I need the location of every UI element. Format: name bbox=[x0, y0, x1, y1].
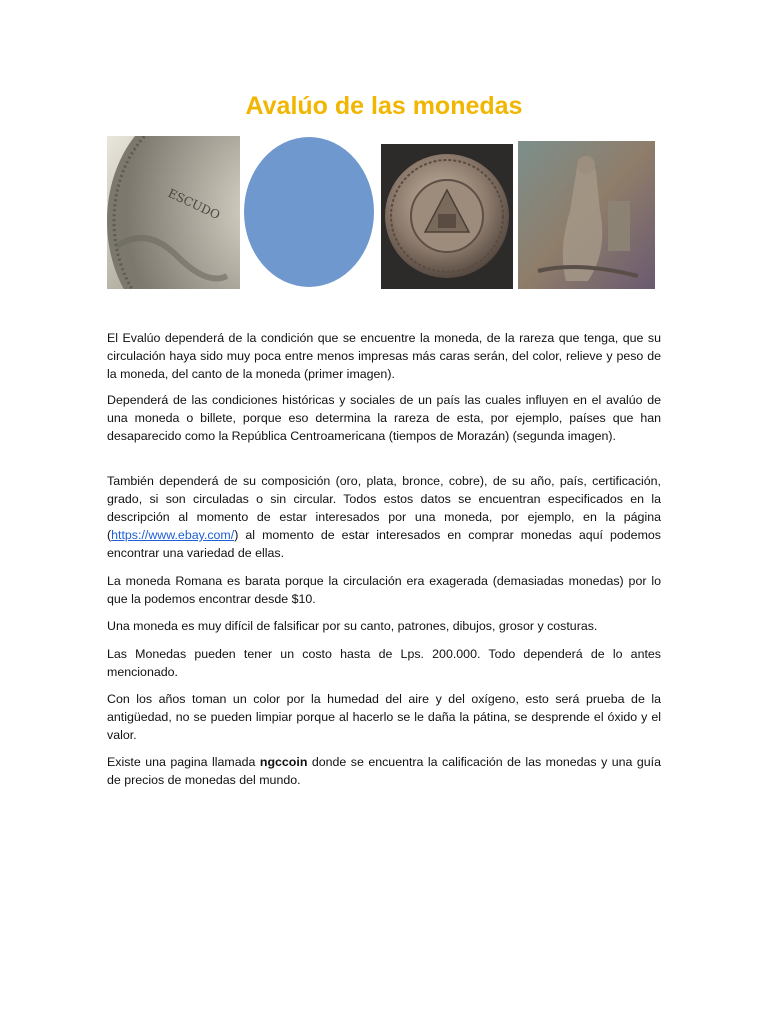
paragraph-patina: Con los años toman un color por la humedad del aire y del oxígeno, esto será prueba de la antigüedad, no se pueden limpiar porque al hacerlo se le daña la pátina, se desprende el óxido y el valor. bbox=[107, 692, 661, 742]
ngccoin-name: ngccoin bbox=[259, 755, 308, 769]
blue-oval-placeholder bbox=[243, 136, 375, 289]
paragraph-counterfeit: Una moneda es muy difícil de falsificar por su canto, patrones, dibujos, grosor y costuras. bbox=[107, 619, 598, 633]
paragraph-condition: El Evalúo dependerá de la condición que se encuentre la moneda, de la rareza que tenga, que su circulación haya sido muy poca entre menos impresas más caras serán, del color, relieve y peso de la moneda, del canto de la moneda (primer imagen). bbox=[107, 331, 661, 381]
page-title: Avalúo de las monedas bbox=[245, 92, 523, 120]
coin-edge-image bbox=[107, 136, 240, 289]
paragraph-composition-start: También dependerá de su composición (oro, plata, bronce, cobre), de su año, país, certificación, grado, si son circuladas o sin circular. Todos estos datos se encuentran especificados en la descripción al momento de estar interesados por una moneda, por ejemplo, en la página ( bbox=[107, 474, 661, 542]
paragraph-ngccoin bbox=[107, 753, 661, 789]
paragraph-ngccoin-end: donde se encuentra la calificación de las monedas y una guía de precios de monedas del mundo. bbox=[107, 755, 661, 787]
paragraph-composition bbox=[107, 472, 661, 562]
ebay-link[interactable]: https://www.ebay.com/ bbox=[111, 528, 235, 542]
paragraph-historical: Dependerá de las condiciones históricas y sociales de un país las cuales influyen en el avalúo de una moneda o billete, porque eso determina la rareza de esta, por ejemplo, países que han desaparecido como la República Centroamericana (tiempos de Morazán) (segunda imagen). bbox=[107, 393, 661, 443]
paragraph-composition-end: ) al momento de estar interesados en comprar monedas aquí podemos encontrar una variedad de ellas. bbox=[107, 528, 661, 560]
honduras-coin-image bbox=[381, 144, 513, 289]
paragraph-cost: Las Monedas pueden tener un costo hasta de Lps. 200.000. Todo dependerá de lo antes mencionado. bbox=[107, 647, 661, 679]
coin-inscription-text: ESCUDO bbox=[165, 186, 223, 223]
paragraph-ngccoin-start: Existe una pagina llamada bbox=[107, 755, 260, 769]
paragraph-roman-coin: La moneda Romana es barata porque la circulación era exagerada (demasiadas monedas) por lo que la podemos encontrar desde $10. bbox=[107, 574, 661, 606]
standing-figure-coin-image bbox=[518, 141, 655, 289]
